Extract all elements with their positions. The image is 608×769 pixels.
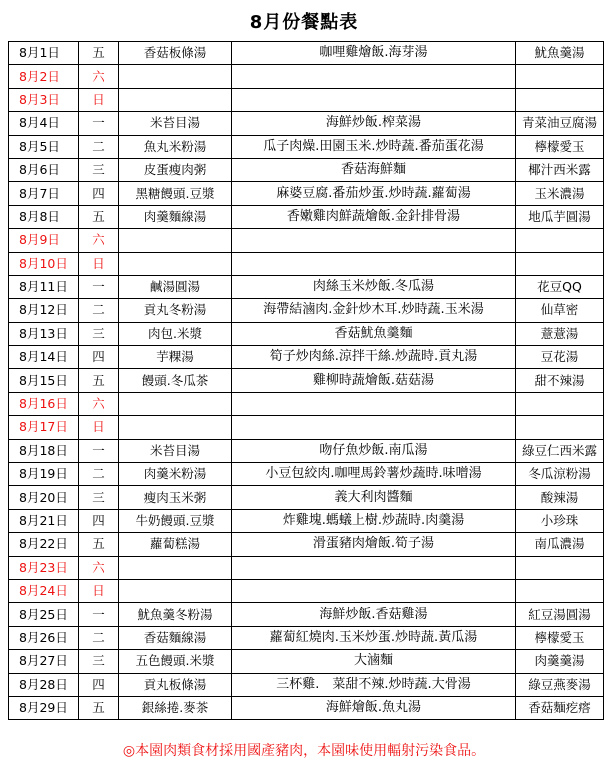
date-cell: 8月1日 [9, 42, 79, 65]
date-cell: 8月12日 [9, 299, 79, 322]
lunch-cell: 小豆包絞肉.咖哩馬鈴薯炒蔬時.味噌湯 [232, 463, 516, 486]
weekday-cell: 五 [79, 42, 119, 65]
date-cell: 8月15日 [9, 369, 79, 392]
morning-snack-cell: 香菇麵線湯 [119, 626, 232, 649]
afternoon-snack-cell [516, 229, 604, 252]
date-cell: 8月27日 [9, 650, 79, 673]
weekday-cell: 二 [79, 299, 119, 322]
afternoon-snack-cell: 檸檬愛玉 [516, 626, 604, 649]
table-row [9, 486, 604, 509]
morning-snack-cell: 肉羹麵線湯 [119, 205, 232, 228]
weekday-cell: 二 [79, 626, 119, 649]
afternoon-snack-cell [516, 579, 604, 602]
morning-snack-cell: 鹹湯圓湯 [119, 275, 232, 298]
morning-snack-cell [119, 392, 232, 415]
lunch-cell: 海鮮炒飯.榨菜湯 [232, 112, 516, 135]
afternoon-snack-cell: 檸檬愛玉 [516, 135, 604, 158]
lunch-cell: 蘿蔔紅燒肉.玉米炒蛋.炒時蔬.黃瓜湯 [232, 626, 516, 649]
date-cell: 8月19日 [9, 463, 79, 486]
lunch-cell: 海鮮炒飯.香菇雞湯 [232, 603, 516, 626]
table-row [9, 626, 604, 649]
weekday-cell: 五 [79, 696, 119, 719]
morning-snack-cell: 香菇板條湯 [119, 42, 232, 65]
weekday-cell: 六 [79, 556, 119, 579]
weekday-cell: 一 [79, 439, 119, 462]
table-row [9, 42, 604, 65]
date-cell: 8月17日 [9, 416, 79, 439]
table-row [9, 182, 604, 205]
afternoon-snack-cell: 青菜油豆腐湯 [516, 112, 604, 135]
afternoon-snack-cell: 綠豆燕麥湯 [516, 673, 604, 696]
afternoon-snack-cell: 冬瓜涼粉湯 [516, 463, 604, 486]
table-row [9, 463, 604, 486]
date-cell: 8月8日 [9, 205, 79, 228]
morning-snack-cell: 米苔目湯 [119, 112, 232, 135]
lunch-cell: 海鮮燴飯.魚丸湯 [232, 696, 516, 719]
afternoon-snack-cell: 仙草密 [516, 299, 604, 322]
afternoon-snack-cell: 南瓜濃湯 [516, 533, 604, 556]
table-row [9, 556, 604, 579]
date-cell: 8月26日 [9, 626, 79, 649]
table-row [9, 252, 604, 275]
weekday-cell: 三 [79, 486, 119, 509]
morning-snack-cell: 牛奶饅頭.豆漿 [119, 509, 232, 532]
lunch-cell [232, 392, 516, 415]
date-cell: 8月14日 [9, 346, 79, 369]
table-row [9, 439, 604, 462]
date-cell: 8月23日 [9, 556, 79, 579]
date-cell: 8月4日 [9, 112, 79, 135]
morning-snack-cell [119, 65, 232, 88]
afternoon-snack-cell: 薏薏湯 [516, 322, 604, 345]
lunch-cell [232, 65, 516, 88]
morning-snack-cell [119, 229, 232, 252]
lunch-cell: 瓜子肉燥.田園玉米.炒時蔬.番茄蛋花湯 [232, 135, 516, 158]
date-cell: 8月2日 [9, 65, 79, 88]
lunch-cell: 筍子炒肉絲.涼拌干絲.炒蔬時.貢丸湯 [232, 346, 516, 369]
morning-snack-cell: 米苔目湯 [119, 439, 232, 462]
table-row [9, 88, 604, 111]
afternoon-snack-cell [516, 556, 604, 579]
date-cell: 8月16日 [9, 392, 79, 415]
lunch-cell: 三杯雞. 菜甜不辣.炒時蔬.大骨湯 [232, 673, 516, 696]
weekday-cell: 二 [79, 463, 119, 486]
table-row [9, 229, 604, 252]
afternoon-snack-cell: 豆花湯 [516, 346, 604, 369]
table-row [9, 603, 604, 626]
date-cell: 8月22日 [9, 533, 79, 556]
weekday-cell: 日 [79, 88, 119, 111]
weekday-cell: 日 [79, 416, 119, 439]
morning-snack-cell: 瘦肉玉米粥 [119, 486, 232, 509]
weekday-cell: 四 [79, 182, 119, 205]
weekday-cell: 六 [79, 392, 119, 415]
table-row [9, 322, 604, 345]
morning-snack-cell: 貢丸冬粉湯 [119, 299, 232, 322]
morning-snack-cell [119, 556, 232, 579]
afternoon-snack-cell [516, 88, 604, 111]
afternoon-snack-cell [516, 252, 604, 275]
morning-snack-cell: 芋粿湯 [119, 346, 232, 369]
table-row [9, 533, 604, 556]
morning-snack-cell [119, 579, 232, 602]
lunch-cell [232, 252, 516, 275]
afternoon-snack-cell [516, 416, 604, 439]
lunch-cell: 滑蛋豬肉燴飯.筍子湯 [232, 533, 516, 556]
table-row [9, 205, 604, 228]
morning-snack-cell: 皮蛋瘦肉粥 [119, 158, 232, 181]
date-cell: 8月6日 [9, 158, 79, 181]
afternoon-snack-cell: 紅豆湯圓湯 [516, 603, 604, 626]
morning-snack-cell: 魚丸米粉湯 [119, 135, 232, 158]
morning-snack-cell: 銀絲捲.麥茶 [119, 696, 232, 719]
table-row [9, 275, 604, 298]
afternoon-snack-cell [516, 392, 604, 415]
lunch-cell [232, 229, 516, 252]
table-row [9, 696, 604, 719]
date-cell: 8月3日 [9, 88, 79, 111]
weekday-cell: 六 [79, 65, 119, 88]
lunch-cell [232, 416, 516, 439]
weekday-cell: 五 [79, 369, 119, 392]
afternoon-snack-cell: 香菇麵疙瘩 [516, 696, 604, 719]
date-cell: 8月18日 [9, 439, 79, 462]
weekday-cell: 三 [79, 650, 119, 673]
menu-table [8, 41, 604, 720]
afternoon-snack-cell: 地瓜芋圓湯 [516, 205, 604, 228]
lunch-cell: 香嫩雞肉鮮蔬燴飯.金針排骨湯 [232, 205, 516, 228]
table-row [9, 135, 604, 158]
weekday-cell: 四 [79, 673, 119, 696]
table-row [9, 369, 604, 392]
morning-snack-cell: 饅頭.冬瓜茶 [119, 369, 232, 392]
table-row [9, 158, 604, 181]
afternoon-snack-cell: 玉米濃湯 [516, 182, 604, 205]
morning-snack-cell: 肉羹米粉湯 [119, 463, 232, 486]
morning-snack-cell [119, 252, 232, 275]
date-cell: 8月11日 [9, 275, 79, 298]
lunch-cell: 香菇魷魚羹麵 [232, 322, 516, 345]
weekday-cell: 二 [79, 135, 119, 158]
weekday-cell: 一 [79, 112, 119, 135]
weekday-cell: 三 [79, 322, 119, 345]
table-row [9, 346, 604, 369]
weekday-cell: 五 [79, 205, 119, 228]
date-cell: 8月9日 [9, 229, 79, 252]
date-cell: 8月25日 [9, 603, 79, 626]
lunch-cell [232, 556, 516, 579]
morning-snack-cell: 肉包.米漿 [119, 322, 232, 345]
morning-snack-cell [119, 416, 232, 439]
date-cell: 8月5日 [9, 135, 79, 158]
page-title: 8月份餐點表 [249, 12, 359, 33]
afternoon-snack-cell: 魷魚羹湯 [516, 42, 604, 65]
lunch-cell: 炸雞塊.螞蟻上樹.炒蔬時.肉羹湯 [232, 509, 516, 532]
lunch-cell [232, 579, 516, 602]
weekday-cell: 日 [79, 252, 119, 275]
lunch-cell: 雞柳時蔬燴飯.菇菇湯 [232, 369, 516, 392]
lunch-cell: 義大利肉醬麵 [232, 486, 516, 509]
table-row [9, 392, 604, 415]
weekday-cell: 六 [79, 229, 119, 252]
date-cell: 8月28日 [9, 673, 79, 696]
date-cell: 8月20日 [9, 486, 79, 509]
lunch-cell: 海帶結滷肉.金針炒木耳.炒時蔬.玉米湯 [232, 299, 516, 322]
afternoon-snack-cell [516, 65, 604, 88]
weekday-cell: 三 [79, 158, 119, 181]
table-row [9, 299, 604, 322]
date-cell: 8月13日 [9, 322, 79, 345]
weekday-cell: 一 [79, 275, 119, 298]
morning-snack-cell: 五色饅頭.米漿 [119, 650, 232, 673]
weekday-cell: 五 [79, 533, 119, 556]
morning-snack-cell: 魷魚羹冬粉湯 [119, 603, 232, 626]
morning-snack-cell [119, 88, 232, 111]
afternoon-snack-cell: 甜不辣湯 [516, 369, 604, 392]
afternoon-snack-cell: 小珍珠 [516, 509, 604, 532]
afternoon-snack-cell: 椰汁西米露 [516, 158, 604, 181]
afternoon-snack-cell: 綠豆仁西米露 [516, 439, 604, 462]
weekday-cell: 四 [79, 509, 119, 532]
date-cell: 8月10日 [9, 252, 79, 275]
table-row [9, 579, 604, 602]
lunch-cell: 香菇海鮮麵 [232, 158, 516, 181]
table-row [9, 65, 604, 88]
afternoon-snack-cell: 花豆QQ [516, 275, 604, 298]
weekday-cell: 一 [79, 603, 119, 626]
date-cell: 8月7日 [9, 182, 79, 205]
table-row [9, 673, 604, 696]
lunch-cell [232, 88, 516, 111]
morning-snack-cell: 蘿蔔糕湯 [119, 533, 232, 556]
lunch-cell: 咖哩雞燴飯.海芽湯 [232, 42, 516, 65]
afternoon-snack-cell: 酸辣湯 [516, 486, 604, 509]
date-cell: 8月21日 [9, 509, 79, 532]
morning-snack-cell: 貢丸板條湯 [119, 673, 232, 696]
lunch-cell: 麻婆豆腐.番茄炒蛋.炒時蔬.蘿蔔湯 [232, 182, 516, 205]
table-row [9, 650, 604, 673]
table-row [9, 416, 604, 439]
afternoon-snack-cell: 肉羹羹湯 [516, 650, 604, 673]
lunch-cell: 吻仔魚炒飯.南瓜湯 [232, 439, 516, 462]
lunch-cell: 大滷麵 [232, 650, 516, 673]
footer-note: ◎本園肉類食材採用國產豬肉，本園味使用輻射污染食品。 [122, 743, 486, 759]
lunch-cell: 肉絲玉米炒飯.冬瓜湯 [232, 275, 516, 298]
morning-snack-cell: 黑糖饅頭.豆漿 [119, 182, 232, 205]
date-cell: 8月29日 [9, 696, 79, 719]
weekday-cell: 日 [79, 579, 119, 602]
table-row [9, 112, 604, 135]
date-cell: 8月24日 [9, 579, 79, 602]
weekday-cell: 四 [79, 346, 119, 369]
table-row [9, 509, 604, 532]
